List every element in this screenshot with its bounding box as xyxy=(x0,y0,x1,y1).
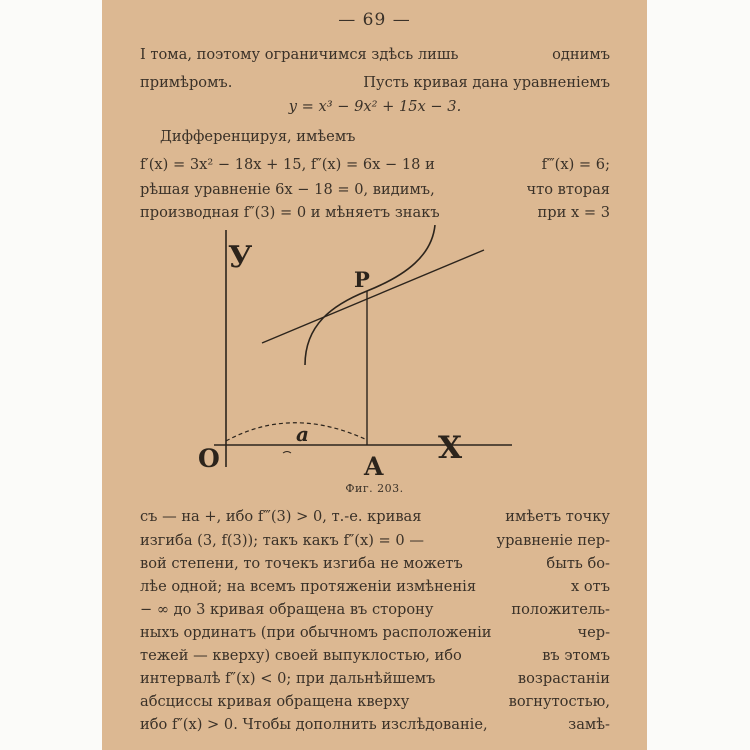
text-line: интервалѣ f″(x) < 0; при дальнѣйшемъ возрастаніи xyxy=(140,670,610,687)
label-p: P xyxy=(354,267,370,292)
text-line: абсциссы кривая обращена кверху вогнутостью, xyxy=(140,693,610,710)
inflection-curve xyxy=(305,225,435,365)
figure-203 xyxy=(102,225,647,485)
text-line: рѣшая уравненіе 6x − 18 = 0, видимъ, что вторая xyxy=(140,181,610,198)
text-line: производная f″(3) = 0 и мѣняетъ знакъ при x = 3 xyxy=(140,204,610,221)
text-line: ибо f″(x) > 0. Чтобы дополнить изслѣдованіе, замѣ- xyxy=(140,716,610,733)
label-x: X xyxy=(438,430,463,466)
small-mark xyxy=(283,452,291,454)
text-line: примѣромъ. Пусть кривая дана уравненіемъ xyxy=(140,74,610,91)
text-line: съ — на +, ибо f‴(3) > 0, т.-е. кривая имѣетъ точку xyxy=(140,508,610,525)
figure-caption: Фиг. 203. xyxy=(345,482,404,495)
text-line: тежей — кверху) своей выпуклостью, ибо въ этомъ xyxy=(140,647,610,664)
equation-line: y = x³ − 9x² + 15x − 3. xyxy=(288,98,462,115)
text-line: − ∞ до 3 кривая обращена въ сторону положитель- xyxy=(140,601,610,618)
text-line: Дифференцируя, имѣемъ xyxy=(160,128,356,145)
tangent-line xyxy=(262,250,484,343)
page-number: — 69 — xyxy=(338,10,411,30)
text-line: изгиба (3, f(3)); такъ какъ f″(x) = 0 — уравненіе пер- xyxy=(140,532,610,549)
label-y: У xyxy=(228,240,253,275)
label-a: A xyxy=(364,452,384,481)
text-line: вой степени, то точекъ изгиба не можетъ быть бо- xyxy=(140,555,610,572)
text-line: I тома, поэтому ограничимся здѣсь лишь однимъ xyxy=(140,46,610,63)
text-line: лѣе одной; на всемъ протяженіи измѣненія x отъ xyxy=(140,578,610,595)
book-page xyxy=(102,0,647,750)
text-line: ныхъ ординатъ (при обычномъ расположеніи чер- xyxy=(140,624,610,641)
label-a-small: a xyxy=(296,422,309,446)
text-line: f′(x) = 3x² − 18x + 15, f″(x) = 6x − 18 и f‴(x) = 6; xyxy=(140,156,610,173)
label-o: O xyxy=(198,444,220,473)
